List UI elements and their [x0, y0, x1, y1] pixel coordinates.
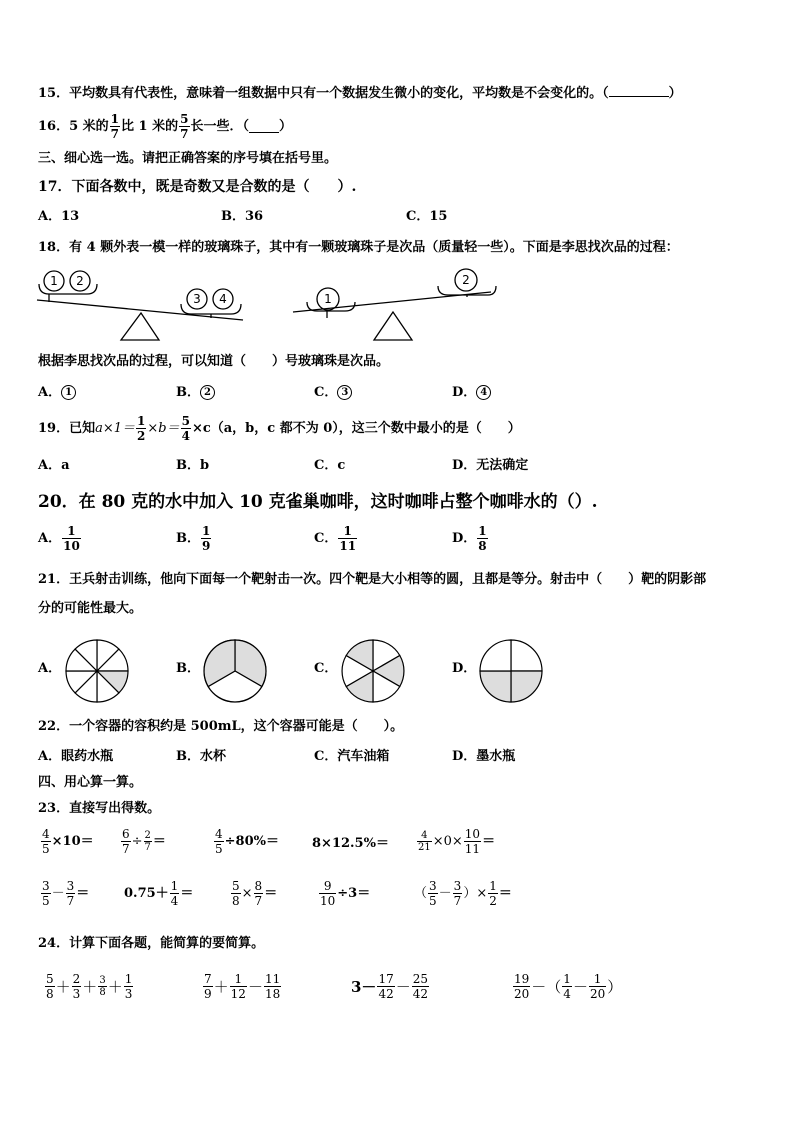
- section-3-heading: 三、细心选一选。请把正确答案的序号填在括号里。: [38, 151, 338, 166]
- option-a[interactable]: A．眼药水瓶: [38, 749, 114, 764]
- calc-item: $\frac{4}{21}$ ×0× $\frac{10}{11}$ ＝: [418, 827, 496, 856]
- question-16: 16．5 米的 1 7 比 1 米的 5 7 长一些．（ ）: [38, 112, 293, 141]
- option-b[interactable]: B． 1 9: [176, 524, 211, 553]
- question-21-line1: 21．王兵射击训练，他向下面每一个靶射击一次。四个靶是大小相等的圆，且都是等分。射击中（ ）靶的阴影部: [38, 572, 707, 587]
- option-d[interactable]: D． 4: [452, 385, 491, 401]
- question-17: 17．下面各数中，既是奇数又是合数的是（ ）.: [38, 179, 357, 195]
- answer-blank[interactable]: [609, 84, 669, 97]
- option-a[interactable]: A． 1 10: [38, 524, 80, 553]
- calc-item: 8×12.5%＝: [312, 836, 389, 851]
- calc-item: 3 5 － 3 7 ＝: [42, 879, 90, 908]
- option-b[interactable]: B．36: [221, 209, 264, 224]
- option-a[interactable]: A． 1: [38, 385, 76, 401]
- calc-item: $\frac{4}{5}$ ×10＝: [42, 827, 94, 856]
- option-d[interactable]: D． 1 8: [452, 524, 487, 553]
- option-d[interactable]: D．墨水瓶: [452, 749, 516, 764]
- option-b[interactable]: B．水杯: [176, 749, 226, 764]
- option-b[interactable]: B． 2: [176, 385, 215, 401]
- option-c[interactable]: C．: [314, 661, 338, 676]
- balance-diagram: [35, 262, 505, 344]
- option-a[interactable]: A．a: [38, 458, 70, 473]
- option-b[interactable]: B．: [176, 661, 200, 676]
- option-d[interactable]: D．: [452, 661, 477, 676]
- question-18: 18．有 4 颗外表一模一样的玻璃珠子，其中有一颗玻璃珠子是次品（质量轻一些）。下面是李思找次品的过程：: [38, 240, 679, 255]
- calc-item: 0.75＋ 1 4 ＝: [124, 879, 194, 908]
- question-23: 23．直接写出得数。: [38, 801, 161, 816]
- calc-item: $\frac{5}{8}$ × $\frac{8}{7}$ ＝: [232, 879, 278, 908]
- question-22: 22．一个容器的容积约是 500mL，这个容器可能是（ ）。: [38, 719, 404, 734]
- target-a[interactable]: [64, 638, 130, 704]
- calc-expression: 5 8 ＋ 2 3 ＋ 3 8 ＋ 1 3: [46, 972, 133, 1001]
- ball-label: 2: [76, 274, 84, 288]
- fraction: $\frac{5}{4}$: [181, 414, 190, 443]
- ball-label: 4: [219, 292, 227, 306]
- target-c[interactable]: [340, 638, 406, 704]
- answer-blank[interactable]: [249, 120, 279, 133]
- ball-label: 3: [193, 292, 201, 306]
- option-c[interactable]: C． 3: [314, 385, 352, 401]
- fraction: $\frac{1}{2}$: [137, 414, 146, 443]
- ball-label: 1: [50, 274, 58, 288]
- question-21-line2: 分的可能性最大。: [38, 601, 143, 616]
- target-b[interactable]: [202, 638, 268, 704]
- calc-expression: 3－ 17 42 － 25 42: [351, 972, 429, 1001]
- calc-item: $\frac{4}{5}$ ÷80%＝: [215, 827, 279, 856]
- option-c[interactable]: C． 1 11: [314, 524, 357, 553]
- fraction: 1 7: [110, 112, 120, 141]
- question-24: 24．计算下面各题，能简算的要简算。: [38, 936, 265, 951]
- option-d[interactable]: D．无法确定: [452, 458, 529, 473]
- option-c[interactable]: C．c: [314, 458, 346, 473]
- fraction: 5 7: [180, 112, 189, 141]
- calc-item: $\frac{6}{7}$ ÷ $\frac{2}{7}$ ＝: [122, 827, 166, 856]
- question-18-prompt: 根据李思找次品的过程，可以知道（ ）号玻璃珠是次品。: [38, 354, 390, 369]
- calc-expression: 19 20 －（ 1 4 － 1 20 ）: [514, 972, 623, 1001]
- calc-item: （ 3 5 － 3 7 ）× $\frac{1}{2}$ ＝: [414, 879, 512, 908]
- calc-expression: 7 9 ＋ 1 12 － 11 18: [204, 972, 281, 1001]
- calc-item: $\frac{9}{10}$ ÷3＝: [320, 879, 371, 908]
- target-d[interactable]: [478, 638, 544, 704]
- option-b[interactable]: B．b: [176, 458, 210, 473]
- balance-left: [37, 271, 243, 340]
- option-c[interactable]: C．汽车油箱: [314, 749, 390, 764]
- question-15: 15．平均数具有代表性，意味着一组数据中只有一个数据发生微小的变化，平均数是不会变化的。（ ）: [38, 86, 682, 101]
- option-a[interactable]: A．13: [38, 209, 80, 224]
- option-a[interactable]: A．: [38, 661, 62, 676]
- section-4-heading: 四、用心算一算。: [38, 775, 143, 790]
- ball-label: 1: [324, 292, 332, 306]
- ball-label: 2: [462, 273, 470, 287]
- question-20: 20．在 80 克的水中加入 10 克雀巢咖啡，这时咖啡占整个咖啡水的（）.: [38, 492, 598, 512]
- question-19: 19．已知 a×1＝ $\frac{1}{2}$ ×b＝ $\frac{5}{4}$ ×c（a，b，c 都不为 0），这三个数中最小的是（ ）: [38, 414, 521, 443]
- option-c[interactable]: C．15: [406, 209, 448, 224]
